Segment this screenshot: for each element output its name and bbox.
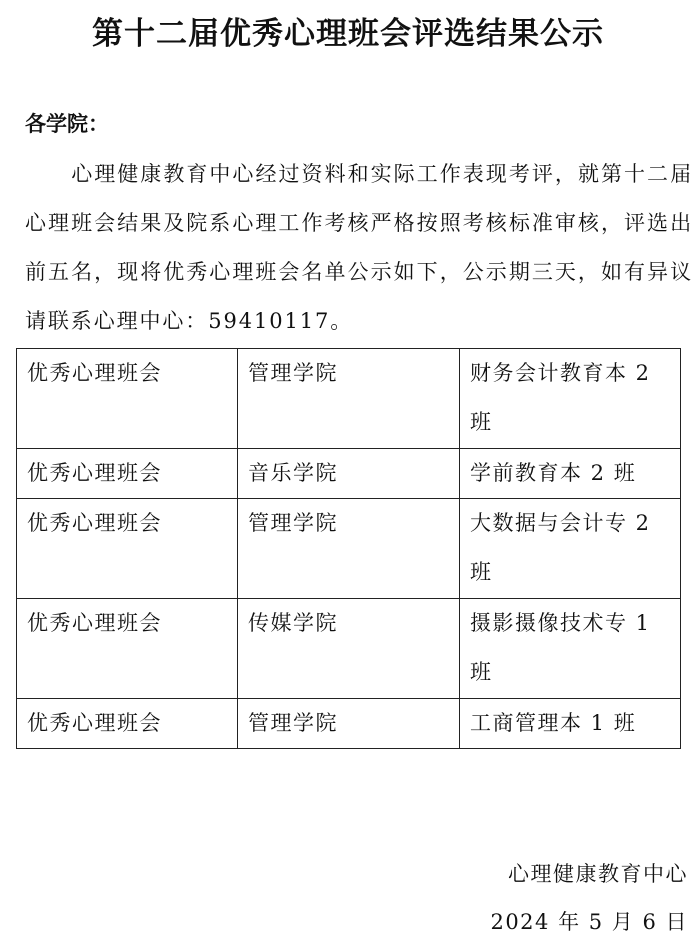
page-title: 第十二届优秀心理班会评选结果公示 (92, 16, 604, 52)
award-text: 优秀心理班会 (27, 611, 162, 635)
award-cell (17, 599, 238, 699)
college-cell (238, 449, 460, 499)
class-text: 摄影摄像技术专 1 班 (470, 611, 651, 684)
college-text: 传媒学院 (248, 611, 338, 635)
issue-date: 2024 年 5 月 6 日 (490, 910, 688, 934)
award-text: 优秀心理班会 (27, 711, 162, 735)
college-text: 管理学院 (248, 361, 338, 385)
award-text: 优秀心理班会 (27, 511, 162, 535)
salutation: 各学院： (25, 111, 109, 136)
award-cell (17, 349, 238, 449)
table-row (17, 499, 681, 599)
award-text: 优秀心理班会 (27, 461, 162, 485)
table-row (17, 699, 681, 749)
class-cell (460, 599, 681, 699)
table-row (17, 449, 681, 499)
college-text: 音乐学院 (248, 461, 338, 485)
college-cell (238, 699, 460, 749)
class-cell (460, 699, 681, 749)
college-cell (238, 499, 460, 599)
table-row (17, 599, 681, 699)
results-table (16, 348, 681, 749)
table-row (17, 349, 681, 449)
class-text: 大数据与会计专 2 班 (470, 511, 651, 584)
college-text: 管理学院 (248, 511, 338, 535)
body-paragraph: 心理健康教育中心经过资料和实际工作表现考评，就第十二届心理班会结果及院系心理工作考核严格按照考核标准审核，评选出前五名，现将优秀心理班会名单公示如下，公示期三天，如有异议请联系心理中心：59410117。 (25, 162, 693, 333)
award-cell (17, 699, 238, 749)
class-text: 工商管理本 1 班 (470, 711, 637, 735)
issuer-signature: 心理健康教育中心 (508, 862, 688, 886)
award-cell (17, 449, 238, 499)
college-cell (238, 349, 460, 449)
college-cell (238, 599, 460, 699)
class-cell (460, 499, 681, 599)
class-text: 财务会计教育本 2 班 (470, 361, 651, 434)
class-cell (460, 449, 681, 499)
class-cell (460, 349, 681, 449)
award-cell (17, 499, 238, 599)
college-text: 管理学院 (248, 711, 338, 735)
class-text: 学前教育本 2 班 (470, 461, 637, 485)
award-text: 优秀心理班会 (27, 361, 162, 385)
